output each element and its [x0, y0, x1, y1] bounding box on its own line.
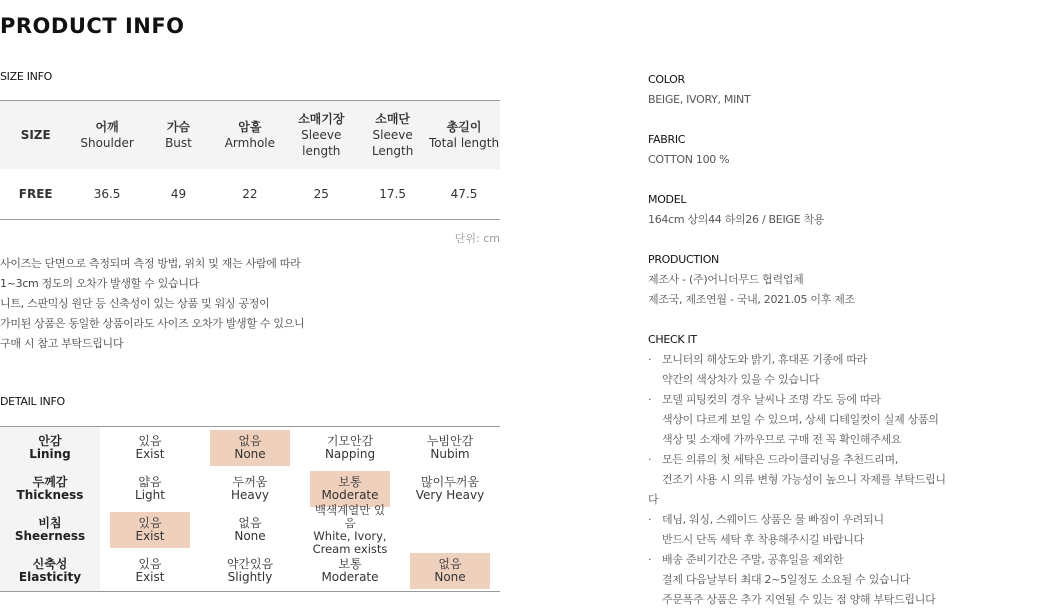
- table-row: [0, 169, 500, 219]
- check-it-text: 건조기 사용 시 의류 변형 가능성이 높으니 자제를 부탁드립니: [662, 473, 946, 486]
- check-it-line: [648, 350, 946, 370]
- detail-option: 있음 Exist: [135, 433, 165, 461]
- model-value: 164cm 상의44 하의26 / BEIGE 착용: [648, 213, 825, 226]
- production-line: 제조사 - (주)어니더무드 협력업체: [648, 273, 804, 286]
- fabric-block: [648, 130, 729, 170]
- size-cell: 25: [313, 187, 329, 201]
- unit-label: 단위: cm: [454, 232, 500, 245]
- note-line: 구매 시 참고 부탁드립니다: [0, 337, 124, 350]
- bullet-dot: ·: [648, 513, 652, 526]
- detail-option: 없음 None: [400, 550, 500, 591]
- bullet-dot: ·: [648, 553, 652, 566]
- check-it-text: 결제 다음날부터 최대 2~5일정도 소요될 수 있습니다: [662, 573, 911, 586]
- detail-row-label: 신축성 Elasticity: [0, 550, 100, 591]
- model-label: MODEL: [648, 193, 687, 206]
- color-block: [648, 70, 750, 110]
- detail-option: 있음 Exist: [100, 509, 200, 550]
- check-it-text: 모니터의 해상도와 밝기, 휴대폰 기종에 따라: [662, 353, 868, 366]
- size-cell: FREE: [18, 187, 53, 201]
- check-it-text: 모델 피팅컷의 경우 날씨나 조명 각도 등에 따라: [662, 393, 881, 406]
- production-line: 제조국, 제조연월 - 국내, 2021.05 이후 제조: [648, 293, 855, 306]
- check-it-line: [648, 450, 946, 470]
- check-it-line: [648, 490, 946, 510]
- detail-row-label: 두께감 Thickness: [0, 468, 100, 509]
- check-it-line: [648, 550, 946, 570]
- check-it-text: 반드시 단독 세탁 후 착용해주시길 바랍니다: [662, 533, 864, 546]
- header-size: SIZE: [20, 128, 51, 142]
- fabric-value: COTTON 100 %: [648, 153, 730, 166]
- detail-row-lining: [0, 427, 500, 468]
- size-cell: 47.5: [450, 187, 478, 201]
- header-armhole: 암홀 Armhole: [224, 120, 276, 150]
- size-notes: [0, 254, 304, 354]
- detail-option: 누빔안감 Nubim: [426, 433, 474, 461]
- note-line: 1~3cm 정도의 오차가 발생할 수 있습니다: [0, 277, 200, 290]
- detail-row-elasticity: [0, 550, 500, 591]
- detail-option: [400, 509, 500, 550]
- detail-option: 약간있음 Slightly: [226, 556, 274, 584]
- note-line: 사이즈는 단면으로 측정되며 측정 방법, 위치 및 재는 사람에 따라: [0, 257, 301, 270]
- bullet-dot: ·: [648, 453, 652, 466]
- check-it-text: 다: [648, 493, 659, 506]
- detail-option: 얇음 Light: [135, 474, 165, 502]
- header-shoulder: 어깨 Shoulder: [80, 120, 134, 150]
- check-it-text: 색상 및 소재에 가까우므로 구매 전 꼭 확인해주세요: [662, 433, 902, 446]
- header-total-length: 총길이 Total length: [428, 120, 500, 150]
- check-it-line: [648, 530, 946, 550]
- size-info-label: SIZE INFO: [0, 70, 52, 83]
- detail-option: 보통 Moderate: [300, 468, 400, 509]
- check-it-line: [648, 570, 946, 590]
- check-it-line: [648, 590, 946, 610]
- check-it-label: CHECK IT: [648, 333, 697, 346]
- size-table-header: [0, 101, 500, 169]
- production-block: [648, 250, 855, 310]
- note-line: 가미된 상품은 동일한 상품이라도 사이즈 오차가 발생할 수 있으니: [0, 317, 305, 330]
- page-title: PRODUCT INFO: [0, 14, 185, 38]
- note-line: 니트, 스판믹싱 원단 등 신축성이 있는 상품 및 워싱 공정이: [0, 297, 270, 310]
- size-cell: 49: [170, 187, 187, 201]
- size-cell: 22: [242, 187, 258, 201]
- model-block: [648, 190, 824, 230]
- check-it-line: [648, 370, 946, 390]
- check-it-line: [648, 430, 946, 450]
- detail-option: 있음 Exist: [135, 556, 165, 584]
- detail-option: 두꺼움 Heavy: [231, 474, 269, 502]
- detail-option: 없음 None: [234, 515, 266, 543]
- detail-row-thickness: [0, 468, 500, 509]
- color-value: BEIGE, IVORY, MINT: [648, 93, 751, 106]
- detail-option: 보통 Moderate: [321, 556, 379, 584]
- detail-row-label: 비침 Sheerness: [0, 509, 100, 550]
- check-it-text: 모든 의류의 첫 세탁은 드라이클리닝을 추천드리며,: [662, 453, 899, 466]
- header-bust: 가슴 Bust: [165, 120, 192, 150]
- detail-option: 기모안감 Napping: [324, 433, 376, 461]
- check-it-line: [648, 410, 946, 430]
- detail-info-label: DETAIL INFO: [0, 395, 65, 408]
- bullet-dot: ·: [648, 393, 652, 406]
- check-it-block: [648, 330, 946, 610]
- check-it-line: [648, 510, 946, 530]
- detail-row-sheerness: [0, 502, 500, 556]
- check-it-text: 배송 준비기간은 주말, 공휴일을 제외한: [662, 553, 844, 566]
- detail-row-label: 안감 Lining: [0, 427, 100, 468]
- detail-table: [0, 426, 500, 592]
- color-label: COLOR: [648, 73, 685, 86]
- check-it-text: 데님, 워싱, 스웨이드 상품은 물 빠짐이 우려되니: [662, 513, 884, 526]
- fabric-label: FABRIC: [648, 133, 686, 146]
- header-sleeve-length: 소매기장 Sleeve length: [298, 112, 345, 158]
- check-it-line: [648, 470, 946, 490]
- check-it-text: 주문폭주 상품은 추가 지연될 수 있는 점 양해 부탁드립니다: [662, 593, 936, 606]
- check-it-text: 약간의 색상차가 있을 수 있습니다: [662, 373, 820, 386]
- check-it-text: 색상이 다르게 보일 수 있으며, 상세 디테일컷이 실제 상품의: [662, 413, 939, 426]
- size-cell: 17.5: [379, 187, 406, 201]
- size-table: [0, 100, 500, 220]
- bullet-dot: ·: [648, 353, 652, 366]
- detail-option: 많이두꺼움 Very Heavy: [415, 474, 485, 502]
- check-it-line: [648, 390, 946, 410]
- detail-option: 없음 None: [200, 427, 300, 468]
- size-cell: 36.5: [93, 187, 121, 201]
- header-sleeve-cuff: 소매단 Sleeve Length: [371, 112, 414, 158]
- production-label: PRODUCTION: [648, 253, 719, 266]
- detail-option: 백색계열만 있음 White, Ivory, Cream exists: [312, 502, 388, 556]
